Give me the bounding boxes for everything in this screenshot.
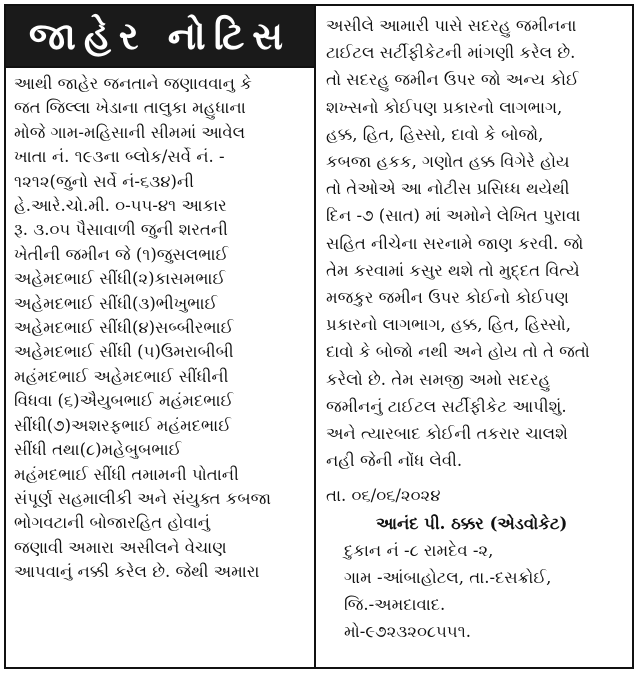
body-line: ૧૨૧૨(જુનો સર્વે નં-૬૩૪)ની — [14, 171, 194, 191]
body-line: અહેમદભાઈ સીંધી (૫)ઉમરાબીબી — [14, 342, 234, 362]
public-notice — [4, 4, 634, 669]
body-line: તો સદરહુ જમીન ઉપર જો અન્ય કોઈ — [326, 70, 579, 90]
body-line: સંપૂર્ણ સહમાલીકી અને સંયુક્ત કબજા — [14, 488, 271, 508]
body-line: જત જિલ્લા ખેડાના તાલુકા મહુધાના — [14, 98, 246, 118]
address-line: જિ.-અમદાવાદ. — [344, 595, 446, 615]
body-line: મહંમદભાઈ સીંધી તમામની પોતાની — [14, 464, 239, 484]
body-line: સીંધી તથા(૮)મહેબુબભાઈ — [14, 440, 182, 460]
body-line: અહેમદભાઈ સીંધી(૨)કાસમભાઈ — [14, 269, 226, 289]
body-line: હે.આરે.ચો.મી. ૦-૫૫-૪૧ આકાર — [14, 196, 227, 216]
body-line: વિધવા (૬)ઐયુબભાઈ મહંમદભાઈ — [14, 391, 234, 411]
body-line: જમીનનું ટાઈટલ સર્ટીફીકેટ આપીશું. — [326, 396, 567, 416]
body-line: ખાતા નં. ૧૯૩ના બ્લોક/સર્વે નં. - — [14, 147, 225, 167]
body-line: આપવાનું નક્કી કરેલ છે. જેથી અમારા — [14, 562, 260, 582]
body-line: ટાઈટલ સર્ટીફીકેટની માંગણી કરેલ છે. — [326, 43, 576, 63]
body-line: તેમ કરવામાં કસુર થશે તો મુદ્દત વિત્યે — [326, 260, 580, 280]
body-line: દિન -૭ (સાત) માં અમોને લેખિત પુરાવા — [326, 206, 581, 226]
advocate-signature-block — [326, 510, 624, 646]
body-line: કરેલો છે. તેમ સમજી અમો સદરહુ — [326, 369, 551, 389]
advocate-name: આનંદ પી. ઠક્કર (એડવોકેટ) — [376, 513, 568, 533]
spacer — [326, 474, 624, 482]
notice-date: તા. ૦૬/૦૬/૨૦૨૪ — [326, 486, 441, 506]
right-body-text — [318, 6, 632, 646]
body-line: અને ત્યારબાદ કોઈની તકરાર ચાલશે — [326, 424, 568, 444]
column-divider — [314, 6, 316, 667]
phone-number: મો-૯૭૨૩૨૦૮૫૫૧. — [344, 622, 471, 642]
body-line: હક્ક, હિત, હિસ્સો, દાવો કે બોજો, — [326, 124, 544, 144]
body-line: અહેમદભાઈ સીંધી(૩)ભીખુભાઈ — [14, 293, 218, 313]
body-line: શખ્સનો કોઈપણ પ્રકારનો લાગભાગ, — [326, 97, 563, 117]
body-line: રૂ. ૩.૦૫ પૈસાવાળી જુની શરતની — [14, 220, 228, 240]
body-line: આથી જાહેર જનતાને જણાવવાનુ કે — [14, 74, 252, 93]
address-line: દુકાન નં -૮ રામદેવ -૨, — [344, 540, 494, 560]
body-line: તો તેઓએ આ નોટીસ પ્રસિધ્ધ થયેથી — [326, 179, 570, 199]
left-body-text — [6, 68, 314, 585]
body-line: ભોગવટાની બોજારહિત હોવાનું — [14, 513, 210, 533]
body-line: સીંધી(૭)અશરફભાઈ મહંમદભાઈ — [14, 415, 231, 435]
right-column — [318, 6, 632, 646]
body-line: જણાવી અમારા અસીલને વેચાણ — [14, 537, 227, 557]
address-line: ગામ -આંબાહોટલ, તા.-દસક્રોઈ, — [344, 568, 552, 588]
body-line: સહિત નીચેના સરનામે જાણ કરવી. જો — [326, 233, 584, 253]
body-line: ખેતીની જમીન જે (૧)જુસલભાઈ — [14, 244, 229, 264]
body-line: પ્રકારનો લાગભાગ, હક્ક, હિત, હિસ્સો, — [326, 315, 571, 335]
body-line: અહેમદભાઈ સીંધી(૪)સબ્બીરભાઈ — [14, 318, 234, 338]
body-line: મજકુર જમીન ઉપર કોઈનો કોઈપણ — [326, 288, 569, 308]
body-line: મહંમદભાઈ અહેમદભાઈ સીંધીની — [14, 366, 229, 386]
body-line: નહી જેની નોંધ લેવી. — [326, 451, 463, 471]
body-line: મોજે ગામ-મહિસાની સીમમાં આવેલ — [14, 122, 246, 142]
body-line: કબજા હકક, ગણોત હક્ક વિગેરે હોય — [326, 152, 570, 172]
notice-title: જાહેર નોટિસ — [6, 6, 314, 68]
body-line: દાવો કે બોજો નથી અને હોય તો તે જતો — [326, 342, 590, 362]
body-line: અસીલે આમારી પાસે સદરહુ જમીનના — [326, 16, 577, 35]
left-column — [6, 6, 314, 585]
